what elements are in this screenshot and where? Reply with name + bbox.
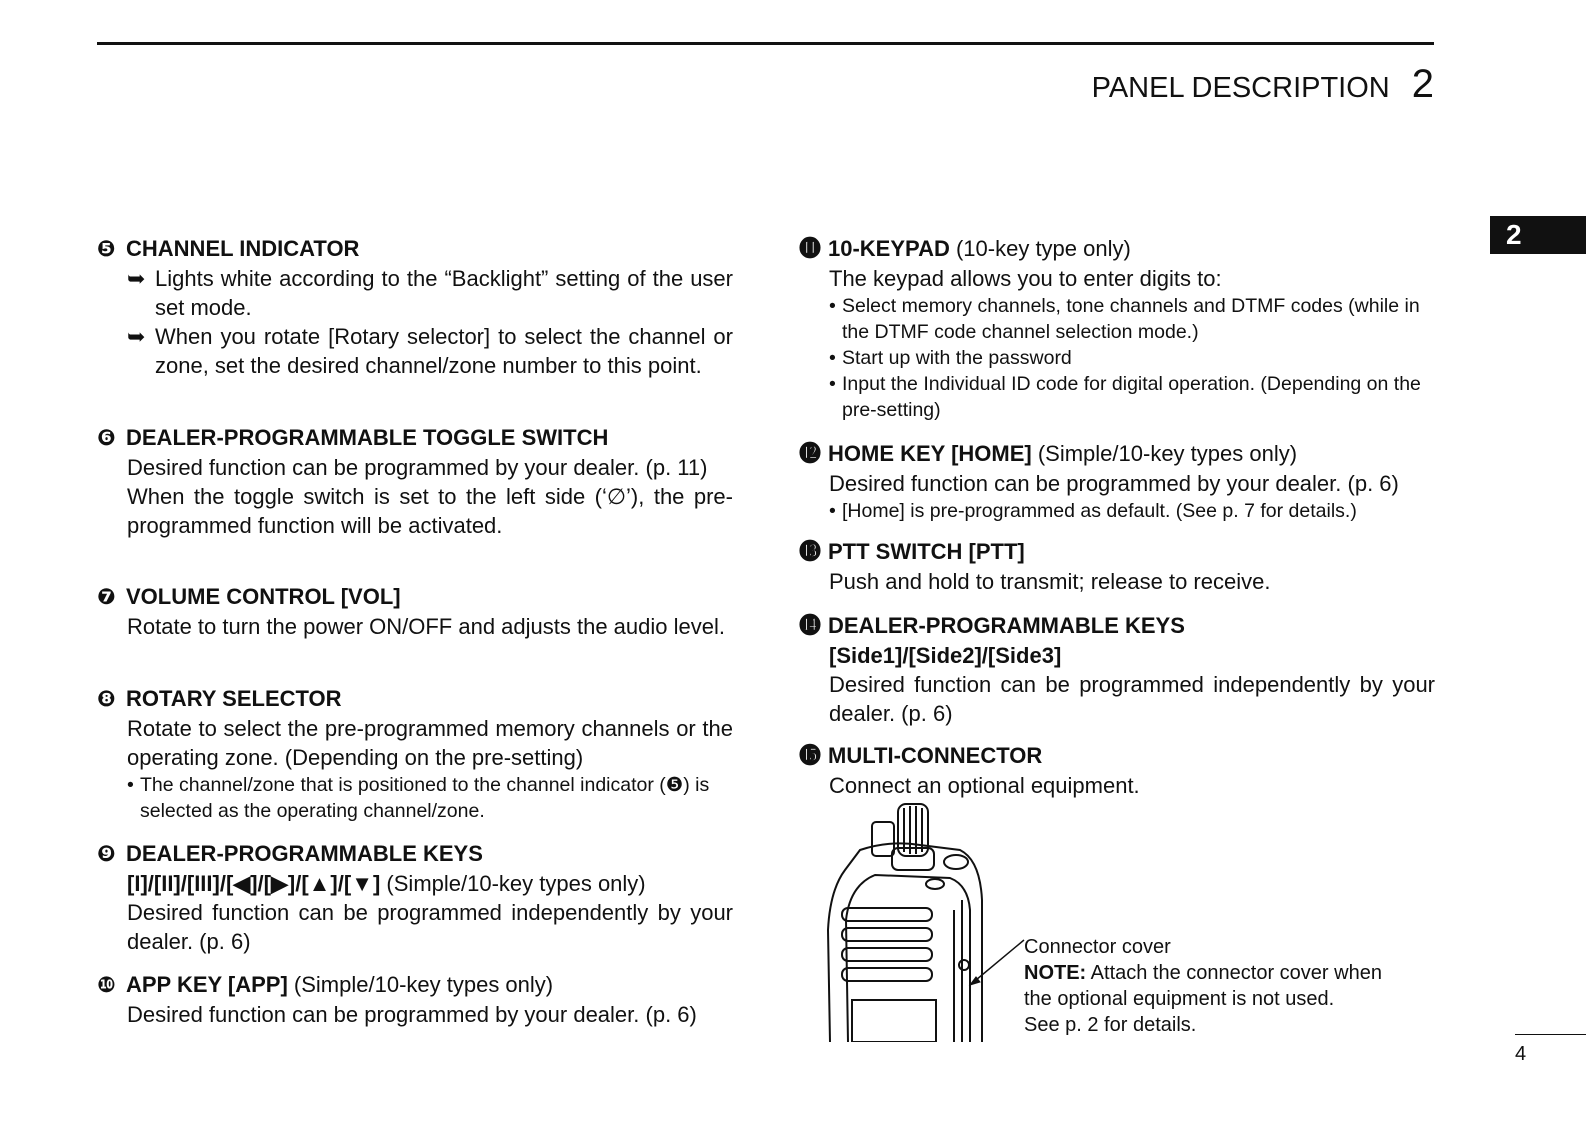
- connector-cover-callout: [1024, 934, 1382, 1038]
- item-title: VOLUME CONTROL [VOL]: [126, 584, 401, 609]
- page-number-text: 4: [1515, 1043, 1527, 1065]
- item-title: 10-KEYPAD: [828, 236, 950, 261]
- number-6-icon: ❻: [97, 426, 116, 451]
- bullet-icon: •: [829, 500, 836, 522]
- item-text: Lights white according to the “Backlight” setting of the user set mode.: [155, 266, 733, 320]
- note-label: NOTE:: [1024, 962, 1087, 984]
- chapter-number: 2: [1411, 62, 1434, 106]
- item-text: When you rotate [Rotary selector] to select the channel or zone, set the desired channel/zone number to this point.: [155, 324, 733, 378]
- item-toggle-switch: [97, 423, 733, 540]
- number-8-icon: ❽: [97, 687, 116, 712]
- item-title: DEALER-PROGRAMMABLE KEYS: [828, 613, 1185, 638]
- bullet-text: The channel/zone that is positioned to the channel indicator (❺) is selected as the operating channel/zone.: [140, 774, 710, 822]
- item-title: HOME KEY [HOME]: [828, 441, 1032, 466]
- key-list: [Side1]/[Side2]/[Side3]: [829, 643, 1062, 668]
- item-text: When the toggle switch is set to the left side (‘∅’), the pre-programmed function will be activated.: [127, 484, 733, 538]
- item-channel-indicator: [97, 234, 733, 380]
- bullet-text: [Home] is pre-programmed as default. (See p. 7 for details.): [842, 500, 1357, 522]
- item-app-key: [97, 970, 733, 1029]
- radio-illustration: [820, 800, 1030, 1042]
- item-text: The keypad allows you to enter digits to:: [829, 266, 1222, 291]
- number-12-icon: ⓬: [799, 442, 822, 467]
- item-text: Desired function can be programmed by your dealer. (p. 6): [829, 471, 1399, 496]
- item-text: Desired function can be programmed independently by your dealer. (p. 6): [127, 900, 733, 954]
- callout-label: Connector cover: [1024, 936, 1171, 958]
- bullet-icon: •: [829, 373, 836, 395]
- note-text: Attach the connector cover when: [1086, 962, 1382, 984]
- item-title: DEALER-PROGRAMMABLE KEYS: [126, 841, 483, 866]
- item-title: PTT SWITCH [PTT]: [828, 539, 1025, 564]
- number-15-icon: ⓯: [799, 744, 822, 769]
- bullet-icon: •: [829, 295, 836, 317]
- number-13-icon: ⓭: [799, 540, 822, 565]
- item-text: Connect an optional equipment.: [829, 773, 1140, 798]
- item-volume-control: [97, 582, 733, 641]
- number-7-icon: ❼: [97, 585, 116, 610]
- bullet-text: Select memory channels, tone channels and DTMF codes (while in the DTMF code channel selection mode.): [842, 295, 1420, 343]
- item-text: Desired function can be programmed independently by your dealer. (p. 6): [829, 672, 1435, 726]
- item-title: MULTI-CONNECTOR: [828, 743, 1043, 768]
- header-rule: [97, 42, 1434, 45]
- bullet-text: Start up with the password: [842, 347, 1072, 369]
- number-11-icon: ⓫: [799, 237, 822, 262]
- item-ptt-switch: [799, 537, 1435, 596]
- item-note: (Simple/10-key types only): [287, 972, 554, 997]
- item-title: DEALER-PROGRAMMABLE TOGGLE SWITCH: [126, 425, 609, 450]
- bullet-text: Input the Individual ID code for digital operation. (Depending on the pre-setting): [842, 373, 1421, 421]
- key-list: [I]/[II]/[III]/[◀]/[▶]/[▲]/[▼]: [127, 871, 381, 896]
- page-number: [1515, 1034, 1586, 1066]
- item-note: (10-key type only): [949, 236, 1131, 261]
- item-title: APP KEY [APP]: [126, 972, 288, 997]
- item-text: Rotate to select the pre-programmed memory channels or the operating zone. (Depending on the pre-setting): [127, 716, 733, 770]
- item-text: Desired function can be programmed by your dealer. (p. 6): [127, 1002, 697, 1027]
- note-text: the optional equipment is not used.: [1024, 988, 1335, 1010]
- arrow-icon: ➥: [127, 266, 146, 291]
- item-10-keypad: [799, 234, 1435, 423]
- item-text: Desired function can be programmed by your dealer. (p. 11): [127, 455, 708, 480]
- bullet-icon: •: [829, 347, 836, 369]
- page-header: [1092, 62, 1434, 107]
- item-title: CHANNEL INDICATOR: [126, 236, 360, 261]
- chapter-tab: 2: [1490, 216, 1586, 254]
- bullet-icon: •: [127, 774, 134, 796]
- number-9-icon: ❾: [97, 842, 116, 867]
- note-text: See p. 2 for details.: [1024, 1014, 1197, 1036]
- item-title: ROTARY SELECTOR: [126, 686, 342, 711]
- section-title: PANEL DESCRIPTION: [1091, 72, 1390, 104]
- item-multi-connector: [799, 741, 1435, 800]
- item-text: Push and hold to transmit; release to receive.: [829, 569, 1271, 594]
- item-note: (Simple/10-key types only): [1031, 441, 1298, 466]
- number-5-icon: ❺: [97, 237, 116, 262]
- item-rotary-selector: [97, 684, 733, 824]
- item-text: Rotate to turn the power ON/OFF and adjusts the audio level.: [127, 614, 725, 639]
- item-side-keys: [799, 611, 1435, 728]
- number-10-icon: ❿: [97, 973, 116, 998]
- key-note: (Simple/10-key types only): [380, 871, 646, 896]
- arrow-icon: ➥: [127, 324, 146, 349]
- item-home-key: [799, 439, 1435, 524]
- item-dealer-keys: [97, 839, 733, 956]
- number-14-icon: ⓮: [799, 614, 822, 639]
